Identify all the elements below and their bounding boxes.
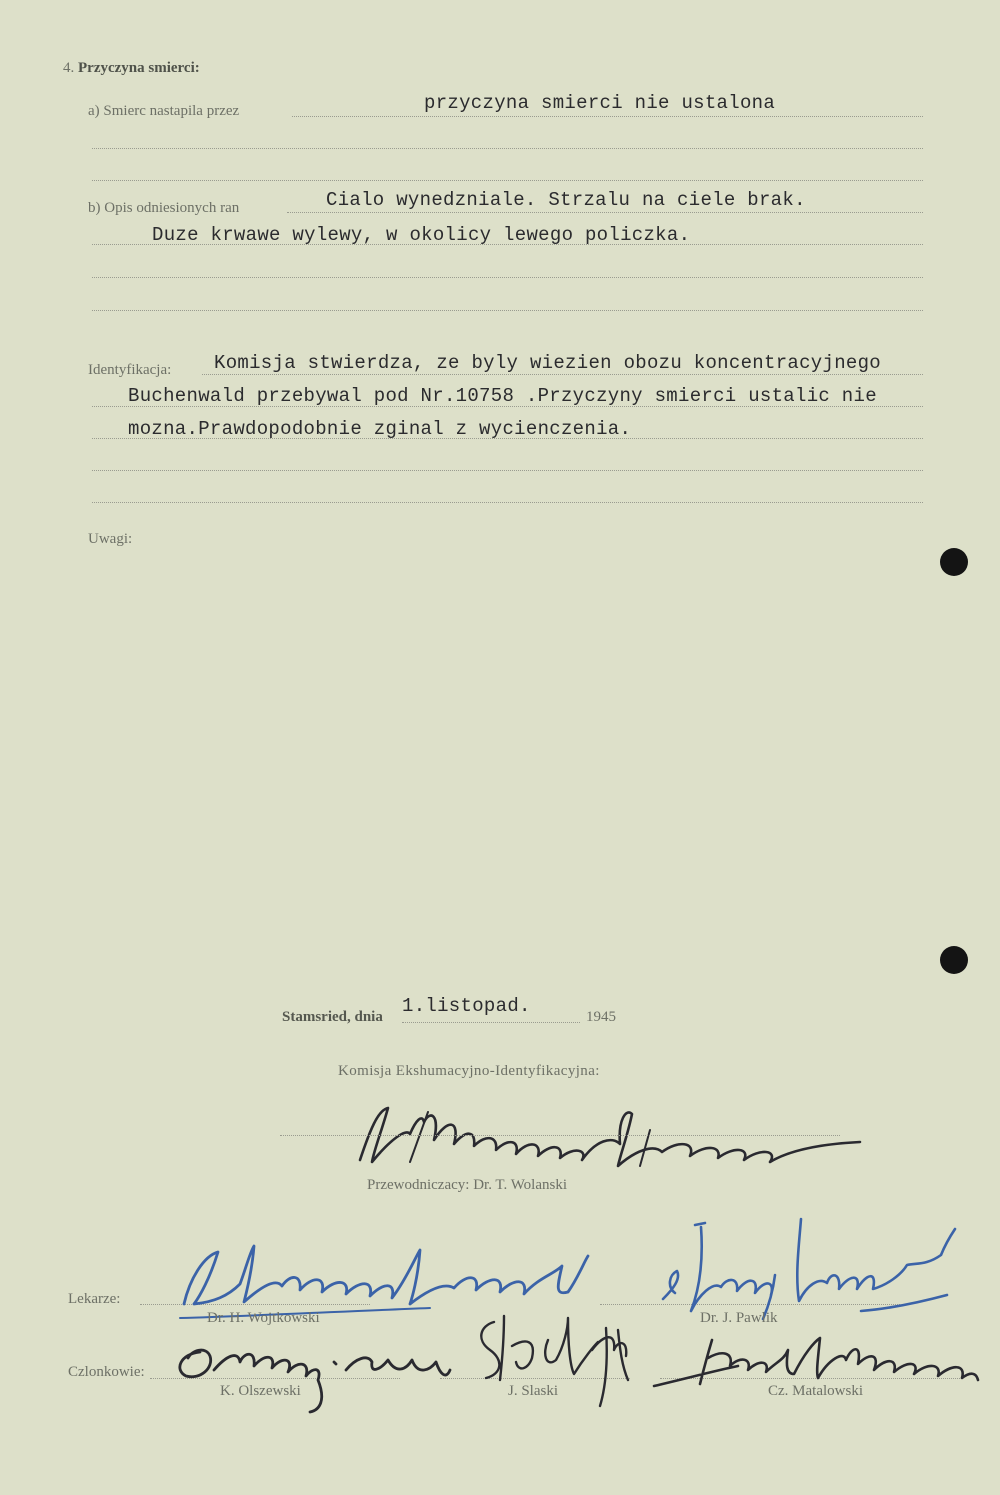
wounds-label: b) Opis odniesionych ran: [88, 200, 240, 216]
wounds-line: [287, 212, 923, 213]
place-date: [282, 1009, 383, 1026]
blank-line: [92, 310, 923, 311]
commission-title: Komisja Ekshumacyjno-Identyfikacyjna:: [338, 1063, 600, 1079]
blank-line: [92, 277, 923, 278]
remarks-label: Uwagi:: [88, 531, 133, 547]
punch-hole: [940, 548, 968, 576]
chairman-caption: Przewodniczacy: Dr. T. Wolanski: [367, 1177, 567, 1193]
section-title: Przyczyna smierci:: [78, 60, 200, 76]
member-caption-olszewski: K. Olszewski: [220, 1383, 301, 1399]
section-heading: [63, 60, 200, 77]
identification-line: [202, 374, 923, 375]
member-signature-matalowski: [648, 1330, 983, 1390]
member-caption-slaski: J. Slaski: [508, 1383, 559, 1399]
blank-line: [92, 180, 923, 181]
cause-line: [292, 116, 923, 117]
date-value: 1.listopad.: [402, 995, 531, 1017]
wounds-line-1: Cialo wynedzniale. Strzalu na ciele brak.: [326, 189, 806, 211]
doctors-label: Lekarze:: [68, 1291, 121, 1307]
identification-line-3: mozna.Prawdopodobnie zginal z wycienczenia.: [128, 418, 632, 440]
identification-label: Identyfikacja:: [88, 362, 172, 378]
chairman-signature: [350, 1100, 870, 1172]
member-caption-matalowski: Cz. Matalowski: [768, 1383, 863, 1399]
chairman-line: [280, 1135, 840, 1136]
doctor-caption-wojtkowski: Dr. H. Wojtkowski: [207, 1310, 320, 1326]
year: 1945: [586, 1009, 616, 1025]
members-label: Czlonkowie:: [68, 1364, 145, 1380]
identification-line-2: Buchenwald przebywal pod Nr.10758 .Przyczyny smierci ustalic nie: [128, 385, 877, 407]
wounds-line-2: Duze krwawe wylewy, w okolicy lewego policzka.: [152, 224, 691, 246]
identification-line-1: Komisja stwierdza, ze byly wiezien obozu koncentracyjnego: [214, 352, 882, 374]
identification-line: [92, 406, 923, 407]
cause-value: przyczyna smierci nie ustalona: [424, 92, 776, 114]
member-signature-olszewski: [170, 1330, 460, 1415]
doctor-caption-pawlik: Dr. J. Pawlik: [700, 1310, 778, 1326]
wounds-line: [92, 244, 923, 245]
doctor-signature-pawlik: [655, 1215, 965, 1325]
blank-line: [92, 470, 923, 471]
blank-line: [92, 148, 923, 149]
place-label: Stamsried, dnia: [282, 1009, 383, 1025]
section-number: 4.: [63, 60, 75, 76]
cause-label: a) Smierc nastapila przez: [88, 103, 240, 119]
punch-hole: [940, 946, 968, 974]
identification-line: [92, 438, 923, 439]
blank-line: [92, 502, 923, 503]
date-line: [402, 1022, 580, 1023]
